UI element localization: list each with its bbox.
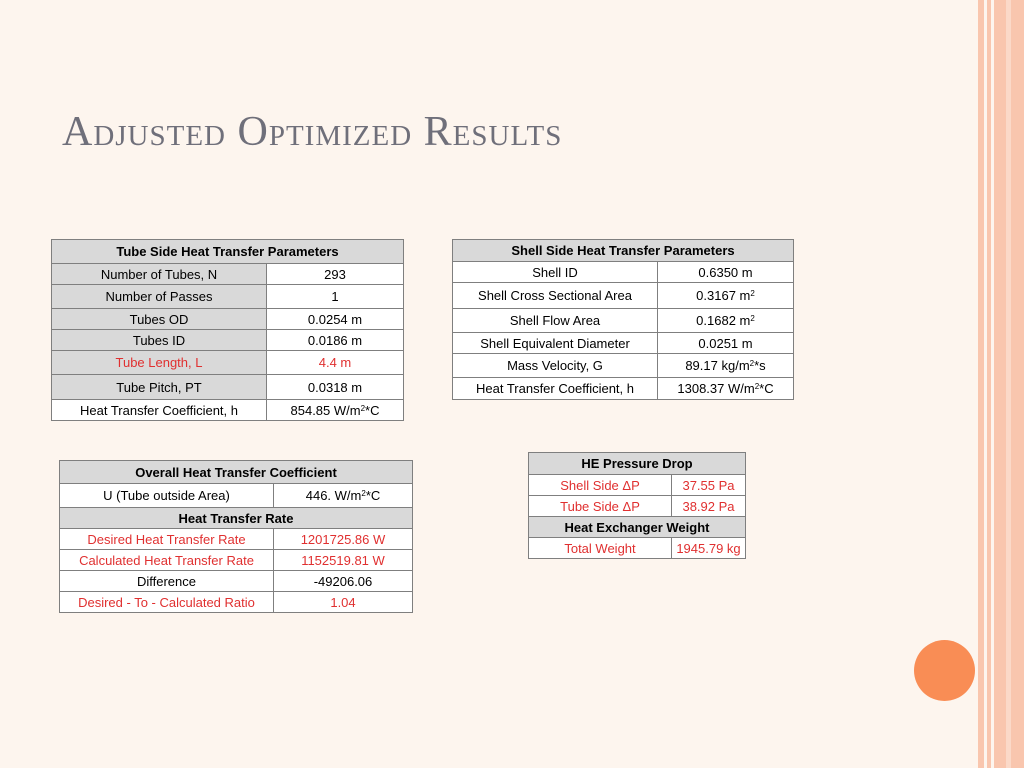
row-label: Number of Passes (52, 285, 267, 309)
row-label: Shell Equivalent Diameter (453, 333, 658, 354)
row-label: Tubes OD (52, 309, 267, 330)
table-header: HE Pressure Drop (529, 453, 746, 475)
decorative-circle (914, 640, 975, 701)
row-value: 0.1682 $m^2$ (658, 309, 794, 333)
row-label: Shell Cross Sectional Area (453, 283, 658, 309)
row-value: 0.0251 m (658, 333, 794, 354)
row-label: Number of Tubes, N (52, 264, 267, 285)
row-value: 854.85 $W/m^2*C$ (267, 400, 404, 421)
row-value: 37.55 Pa (672, 475, 746, 496)
row-label: Calculated Heat Transfer Rate (60, 550, 274, 571)
tube-side-table (51, 239, 404, 421)
shell-side-table (452, 239, 794, 400)
row-label: Desired Heat Transfer Rate (60, 529, 274, 550)
row-label: Shell ID (453, 262, 658, 283)
row-value: 0.6350 m (658, 262, 794, 283)
pressure-drop-table (528, 452, 746, 559)
row-value: 38.92 Pa (672, 496, 746, 517)
row-label: Difference (60, 571, 274, 592)
row-value: 89.17 $kg/m^2*s$ (658, 354, 794, 378)
row-value: 0.3167 $m^2$ (658, 283, 794, 309)
table-header: Tube Side Heat Transfer Parameters (52, 240, 404, 264)
row-value: 1945.79 kg (672, 538, 746, 559)
row-value: 0.0186 m (267, 330, 404, 351)
table-header: Shell Side Heat Transfer Parameters (453, 240, 794, 262)
table-header: Overall Heat Transfer Coefficient (60, 461, 413, 484)
row-label: Total Weight (529, 538, 672, 559)
row-label: Desired - To - Calculated Ratio (60, 592, 274, 613)
row-label: Heat Transfer Coefficient, h (453, 378, 658, 400)
row-value: -49206.06 (274, 571, 413, 592)
row-value: 4.4 m (267, 351, 404, 375)
row-label: U (Tube outside Area) (60, 484, 274, 508)
row-label: Shell Flow Area (453, 309, 658, 333)
row-label: Mass Velocity, G (453, 354, 658, 378)
row-value: 1.04 (274, 592, 413, 613)
row-label: Shell Side ΔP (529, 475, 672, 496)
row-value: 1 (267, 285, 404, 309)
row-value: 0.0318 m (267, 375, 404, 400)
row-label: Tube Pitch, PT (52, 375, 267, 400)
decorative-stripe (978, 0, 984, 768)
row-value: 0.0254 m (267, 309, 404, 330)
row-label: Tubes ID (52, 330, 267, 351)
table-subheader: Heat Exchanger Weight (529, 517, 746, 538)
overall-coefficient-table (59, 460, 413, 613)
row-value: 446. $W/m^2*C$ (274, 484, 413, 508)
row-value: 1308.37 $W/m^2*C$ (658, 378, 794, 400)
slide-title: Adjusted Optimized Results (62, 109, 563, 155)
decorative-stripe (1006, 0, 1011, 768)
row-label: Heat Transfer Coefficient, h (52, 400, 267, 421)
decorative-stripe (987, 0, 991, 768)
row-value: 1201725.86 W (274, 529, 413, 550)
row-value: 293 (267, 264, 404, 285)
table-subheader: Heat Transfer Rate (60, 508, 413, 529)
row-label: Tube Side ΔP (529, 496, 672, 517)
row-label: Tube Length, L (52, 351, 267, 375)
row-value: 1152519.81 W (274, 550, 413, 571)
